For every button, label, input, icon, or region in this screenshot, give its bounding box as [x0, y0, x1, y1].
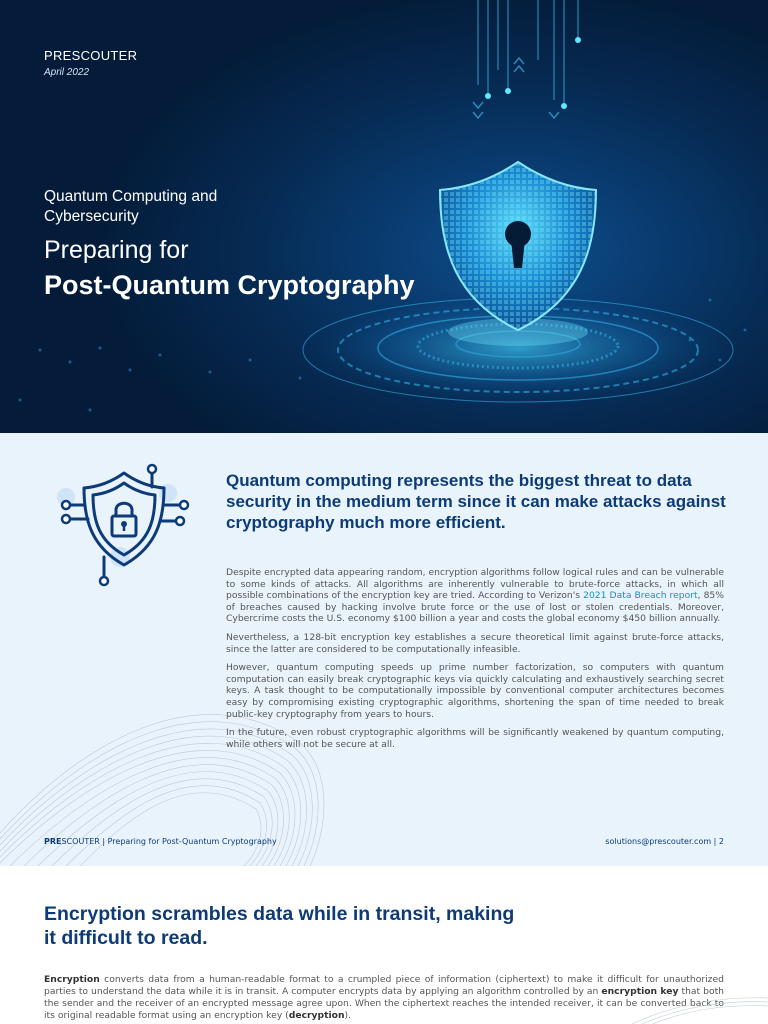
paragraph-3: However, quantum computing speeds up prime number factorization, so computers with quantum computation can easily break cryptographic keys via quickly calculating and exhaustively searching secret keys. A task thought to be computationally impossible by conventional computer architectures becomes easy by compromising existing cryptographic algorithms, shortening the span of time needed to break public-key cryptography from years to hours. — [226, 662, 724, 720]
paragraph-4: In the future, even robust cryptographic algorithms will be significantly weakened by quantum computing, while others will not be secure at all. — [226, 727, 724, 750]
term-decryption: decryption — [288, 1010, 345, 1021]
report-title-line2: Post-Quantum Cryptography — [44, 270, 415, 300]
page-3 — [0, 866, 768, 1024]
body-text — [226, 567, 724, 757]
paragraph-1-text-b: , 85% of breaches caused by hacking involve brute force or the use of lost or stolen credentials. Moreover, Cybercrime costs the U.S. economy $100 billion a year and costs the global economy $450 billion annually. — [226, 590, 725, 625]
page-2 — [0, 433, 768, 866]
paragraph-2: Nevertheless, a 128-bit encryption key establishes a secure theoretical limit against brute-force attacks, since the latter are considered to be computationally infeasible. — [226, 631, 724, 655]
cover-hero — [0, 0, 768, 433]
lead-statement: Quantum computing represents the biggest threat to data security in the medium term since it can make attacks against cryptography much more efficient. — [226, 471, 726, 532]
shield-lock-circuit-icon — [52, 461, 192, 589]
data-breach-report-link[interactable]: 2021 Data Breach report — [583, 590, 698, 602]
footer-brand-rest: SCOUTER — [61, 837, 100, 846]
section-text-2: that both the sender and the receiver of an encrypted message agree upon. When the ciphertext reaches the intended receiver, it can be converted back to its original readable format using an encryption key ( — [44, 986, 724, 1021]
term-encryption-key: encryption key — [601, 986, 679, 997]
section-text-3: ). — [344, 1010, 352, 1021]
term-encryption: Encryption — [44, 974, 100, 985]
footer-doc-title: | Preparing for Post-Quantum Cryptography — [99, 837, 277, 846]
page-footer-title — [44, 837, 277, 846]
page-footer-contact: solutions@prescouter.com | 2 — [605, 837, 724, 846]
report-title-line1: Preparing for — [44, 236, 189, 264]
brand-name: PRESCOUTER — [44, 48, 138, 63]
section-heading: Encryption scrambles data while in transit, making it difficult to read. — [44, 903, 515, 949]
paragraph-1 — [226, 567, 724, 625]
footer-brand-bold: PRE — [44, 837, 62, 846]
decorative-wave-lines-corner — [568, 986, 768, 1024]
report-subtitle: Quantum Computing and Cybersecurity — [44, 188, 218, 225]
publication-date: April 2022 — [44, 67, 90, 78]
paragraph-1-text-a: Despite encrypted data appearing random, encryption algorithms follow logical rules and can be vulnerable to some kinds of attacks. All algorithms are inherently vulnerable to brute-force attacks, in which all possible combinations of the encryption key are tried. According to Verizon's — [226, 567, 724, 602]
section-text-1: converts data from a human-readable format to a crumpled piece of information (ciphertext) to make it difficult for unauthorized parties to understand the data while it is in transit. A computer encrypts data by applying an algorithm controlled by an — [44, 974, 724, 997]
